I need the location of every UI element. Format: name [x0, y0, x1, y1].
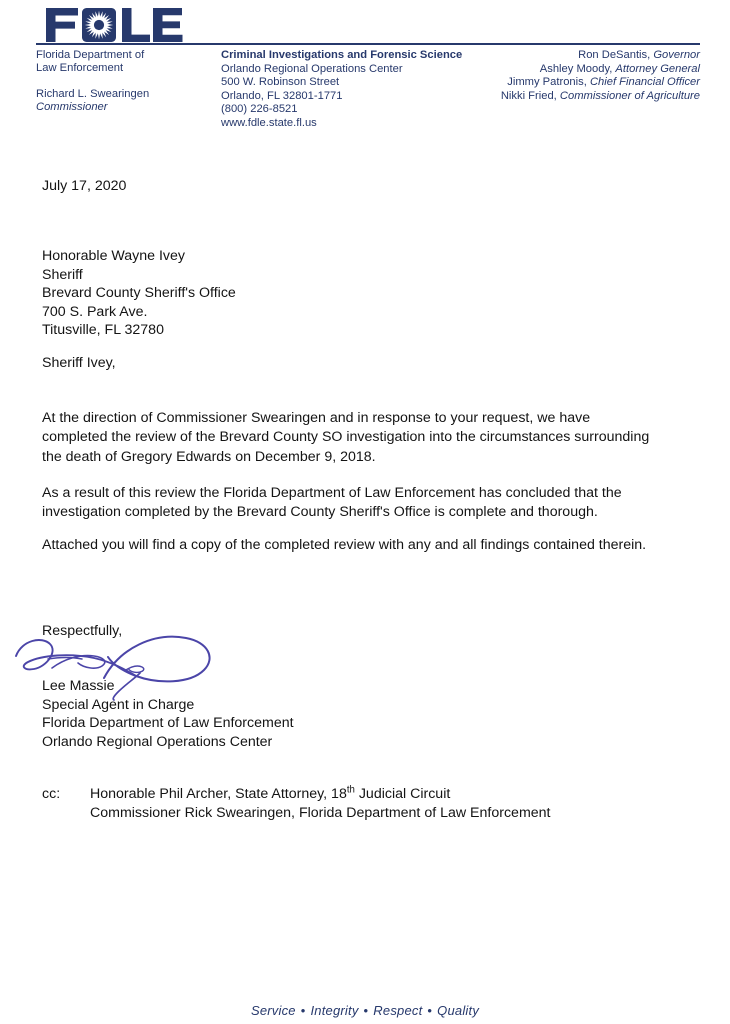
recipient-title: Sheriff [42, 266, 83, 283]
footer-value-service: Service [250, 1003, 296, 1018]
letterhead-officials-column [400, 49, 700, 103]
official-name: Ron DeSantis, [578, 49, 651, 61]
closing-salutation: Respectfully, [42, 623, 123, 639]
recipient-name: Honorable Wayne Ivey [42, 248, 185, 264]
footer-value-respect: Respect [373, 1003, 423, 1018]
office-phone: (800) 226-8521 [221, 103, 298, 116]
signer-office: Orlando Regional Operations Center [42, 733, 273, 750]
footer-separator: • [427, 1003, 433, 1018]
cc-recipient-1-text: Honorable Phil Archer, State Attorney, 18 [90, 786, 347, 802]
agency-name-line-1: Florida Department of [36, 49, 145, 61]
office-website[interactable]: www.fdle.state.fl.us [221, 116, 317, 129]
office-street: 500 W. Robinson Street [221, 76, 340, 89]
official-name: Jimmy Patronis, [507, 76, 587, 89]
letterhead-divider [36, 43, 700, 45]
signer-agency: Florida Department of Law Enforcement [42, 715, 294, 732]
cc-recipient-1-suffix: Judicial Circuit [354, 786, 451, 802]
footer-value-integrity: Integrity [310, 1003, 359, 1018]
ordinal-suffix: th [346, 784, 355, 796]
body-paragraph-1: At the direction of Commissioner Swearingen and in response to your request, we have completed the review of the Brevard County SO investigation into the circumstances surrounding the death of Gregory Edwards on December 9, 2018. [42, 410, 650, 465]
recipient-street: 700 S. Park Ave. [42, 303, 148, 320]
cc-recipient-1 [90, 785, 551, 804]
office-city-state-zip: Orlando, FL 32801-1771 [221, 89, 343, 102]
footer-separator: • [363, 1003, 369, 1018]
agency-name-line-2: Law Enforcement [36, 62, 124, 75]
footer-tagline [0, 1003, 730, 1018]
signer-name: Lee Massie [42, 678, 115, 694]
commissioner-title: Commissioner [36, 101, 108, 114]
recipient-address-block [42, 247, 236, 340]
body-paragraph-3: Attached you will find a copy of the completed review with any and all findings contained therein. [42, 537, 647, 553]
office-name: Orlando Regional Operations Center [221, 62, 403, 75]
cc-row [42, 785, 551, 824]
cc-block [42, 785, 551, 824]
recipient-city-state-zip: Titusville, FL 32780 [42, 322, 164, 339]
commissioner-name: Richard L. Swearingen [36, 87, 150, 100]
signer-title: Special Agent in Charge [42, 696, 195, 713]
cc-recipient-2: Commissioner Rick Swearingen, Florida Department of Law Enforcement [90, 805, 551, 822]
official-name: Ashley Moody, [539, 62, 613, 75]
official-row [400, 76, 700, 90]
spacer [36, 76, 211, 88]
body-paragraph-2: As a result of this review the Florida Department of Law Enforcement has concluded that the investigation completed by the Brevard County Sheriff's Office is complete and thorough. [42, 485, 622, 521]
fdle-sunburst-logo-icon [44, 6, 184, 44]
official-title: Commissioner of Agriculture [559, 89, 700, 102]
official-title: Chief Financial Officer [589, 76, 700, 89]
salutation: Sheriff Ivey, [42, 355, 116, 371]
official-name: Nikki Fried, [500, 89, 557, 102]
letterhead-columns [36, 49, 700, 135]
division-name: Criminal Investigations and Forensic Science [221, 49, 463, 61]
recipient-organization: Brevard County Sheriff's Office [42, 285, 236, 302]
official-title: Governor [653, 49, 700, 61]
official-title: Attorney General [615, 62, 700, 75]
cc-recipients [90, 785, 551, 824]
official-row [400, 63, 700, 77]
footer-value-quality: Quality [437, 1003, 480, 1018]
signer-block [42, 677, 294, 751]
official-row [400, 90, 700, 104]
cc-label: cc: [42, 786, 61, 802]
letterhead-agency-column [36, 49, 211, 115]
footer-separator: • [300, 1003, 306, 1018]
official-row [400, 49, 700, 63]
letter-date: July 17, 2020 [42, 178, 127, 194]
